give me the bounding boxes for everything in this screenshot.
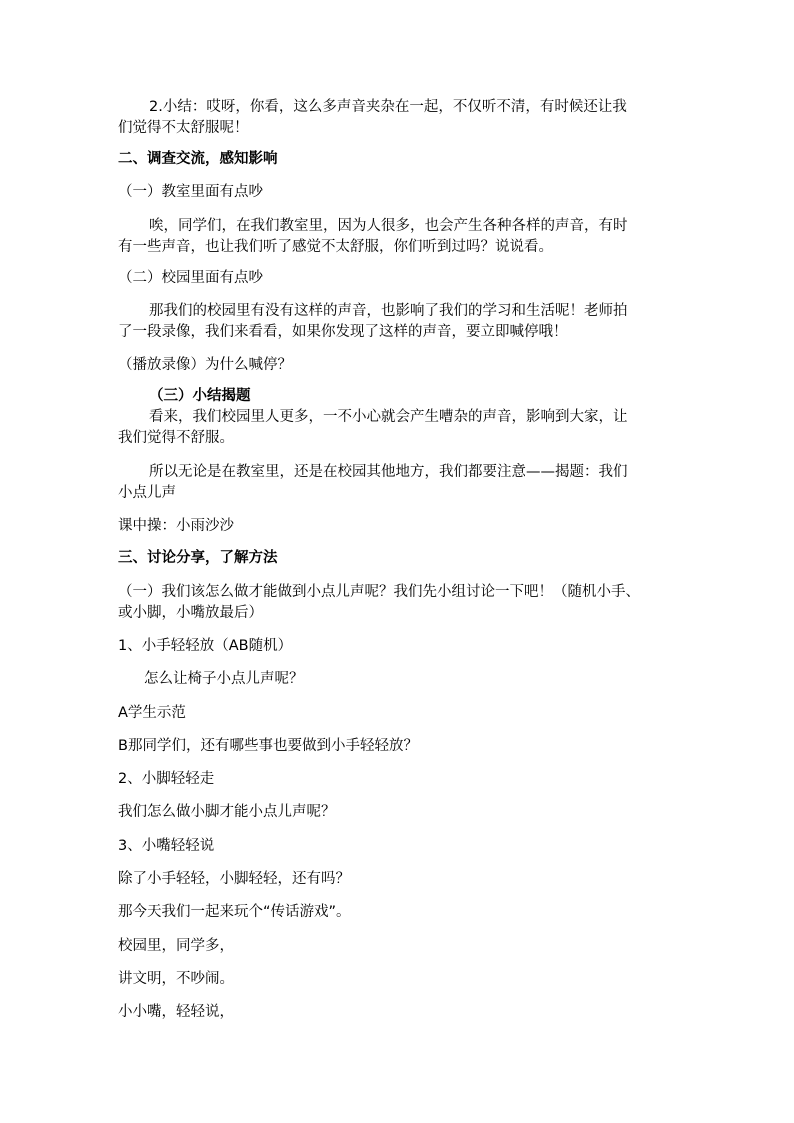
list-heading: 2、小脚轻轻走 <box>118 771 215 787</box>
paragraph-line: B那同学们，还有哪些事也要做到小手轻轻放？ <box>118 738 418 754</box>
paragraph-line: 或小脚，小嘴放最后） <box>118 605 263 621</box>
paragraph-line: （一）我们该怎么做才能做到小点儿声呢？我们先小组讨论一下吧！（随机小手、 <box>118 584 640 600</box>
paragraph-line: 除了小手轻轻，小脚轻轻，还有吗？ <box>118 871 350 887</box>
section-heading: 三、讨论分享，了解方法 <box>118 550 278 566</box>
paragraph-line: 我们怎么做小脚才能小点儿声呢？ <box>118 804 336 820</box>
subsection-heading: （二）校园里面有点吵 <box>118 270 263 286</box>
list-heading: 1、小手轻轻放（AB随机） <box>118 638 293 654</box>
paragraph-line: 2.小结：哎呀，你看，这么多声音夹杂在一起，不仅听不清，有时候还让我 <box>149 99 627 115</box>
paragraph-line: 那今天我们一起来玩个“传话游戏”。 <box>118 904 351 920</box>
paragraph-line: 我们觉得不舒服。 <box>118 430 234 446</box>
paragraph-line: 课中操：小雨沙沙 <box>118 518 234 534</box>
subsection-heading: （一）教室里面有点吵 <box>118 184 263 200</box>
verse-line: 校园里，同学多， <box>118 938 234 954</box>
paragraph-line: 所以无论是在教室里，还是在校园其他地方，我们都要注意——揭题：我们 <box>149 464 628 480</box>
paragraph-line: 小点儿声 <box>118 485 176 501</box>
paragraph-line: 有一些声音，也让我们听了感觉不太舒服，你们听到过吗？说说看。 <box>118 239 553 255</box>
paragraph-line: 们觉得不太舒服呢！ <box>118 120 249 136</box>
verse-line: 讲文明，不吵闹。 <box>118 971 234 987</box>
verse-line: 小小嘴，轻轻说， <box>118 1004 234 1020</box>
paragraph-line: A学生示范 <box>118 705 186 721</box>
paragraph-line: （播放录像）为什么喊停？ <box>118 357 292 373</box>
paragraph-line: 怎么让椅子小点儿声呢？ <box>144 671 304 687</box>
paragraph-line: 了一段录像，我们来看看，如果你发现了这样的声音，要立即喊停哦！ <box>118 324 568 340</box>
section-heading: 二、调查交流，感知影响 <box>118 151 278 167</box>
list-heading: 3、小嘴轻轻说 <box>118 838 215 854</box>
paragraph-line: 唉，同学们，在我们教室里，因为人很多，也会产生各种各样的声音，有时 <box>149 218 628 234</box>
paragraph-line: 看来，我们校园里人更多，一不小心就会产生嘈杂的声音，影响到大家，让 <box>149 409 628 425</box>
paragraph-line: 那我们的校园里有没有这样的声音，也影响了我们的学习和生活呢！老师拍 <box>149 303 628 319</box>
subsection-heading: （三）小结揭题 <box>149 388 251 404</box>
